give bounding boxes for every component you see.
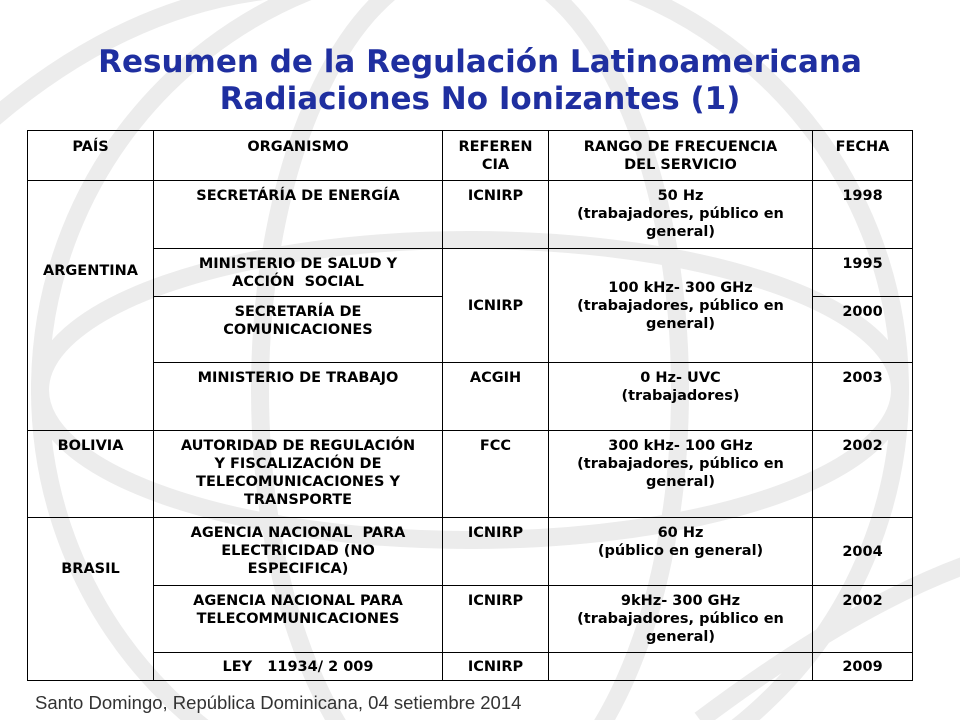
country-cell-brasil: BRASIL [28,518,154,681]
header-organismo: ORGANISMO [154,131,443,181]
referencia-cell: FCC [443,431,549,518]
organismo-cell: SECRETARÍA DE COMUNICACIONES [154,297,443,363]
regulation-table [27,130,913,681]
table-row [28,363,913,431]
title-line-1: Resumen de la Regulación Latinoamericana [98,44,862,80]
header-referencia: REFEREN CIA [443,131,549,181]
fecha-cell: 2002 [813,431,913,518]
organismo-cell: LEY 11934/ 2 009 [154,653,443,681]
fecha-cell: 1995 [813,249,913,297]
rango-cell: 300 kHz- 100 GHz (trabajadores, público en general) [549,431,813,518]
referencia-cell: ICNIRP [443,653,549,681]
referencia-cell: ICNIRP [443,249,549,363]
fecha-cell: 2002 [813,586,913,653]
table-row [28,586,913,653]
rango-cell: 100 kHz- 300 GHz (trabajadores, público en general) [549,249,813,363]
fecha-cell: 1998 [813,181,913,249]
fecha-cell: 2009 [813,653,913,681]
referencia-cell: ACGIH [443,363,549,431]
country-cell-bolivia: BOLIVIA [28,431,154,518]
rango-cell [549,653,813,681]
table-header-row [28,131,913,181]
table-row [28,249,913,297]
referencia-cell: ICNIRP [443,518,549,586]
referencia-cell: ICNIRP [443,181,549,249]
rango-cell: 60 Hz (público en general) [549,518,813,586]
organismo-cell: AGENCIA NACIONAL PARA ELECTRICIDAD (NO ESPECIFICA) [154,518,443,586]
header-fecha: FECHA [813,131,913,181]
title-line-2: Radiaciones No Ionizantes (1) [219,81,741,117]
rango-cell: 50 Hz (trabajadores, público en general) [549,181,813,249]
organismo-cell: MINISTERIO DE SALUD Y ACCIÓN SOCIAL [154,249,443,297]
header-rango: RANGO DE FRECUENCIA DEL SERVICIO [549,131,813,181]
organismo-cell: AUTORIDAD DE REGULACIÓN Y FISCALIZACIÓN DE TELECOMUNICACIONES Y TRANSPORTE [154,431,443,518]
rango-cell: 9kHz- 300 GHz (trabajadores, público en general) [549,586,813,653]
organismo-cell: MINISTERIO DE TRABAJO [154,363,443,431]
fecha-cell: 2003 [813,363,913,431]
table-row [28,181,913,249]
organismo-cell: SECRETÁRÍA DE ENERGÍA [154,181,443,249]
table-row [28,653,913,681]
header-pais: PAÍS [28,131,154,181]
table-row [28,518,913,586]
fecha-cell: 2004 [813,518,913,586]
referencia-cell: ICNIRP [443,586,549,653]
fecha-cell: 2000 [813,297,913,363]
rango-cell: 0 Hz- UVC (trabajadores) [549,363,813,431]
organismo-cell: AGENCIA NACIONAL PARA TELECOMMUNICACIONES [154,586,443,653]
slide-footer: Santo Domingo, República Dominicana, 04 setiembre 2014 [35,692,522,713]
slide-title [0,44,960,118]
country-cell-argentina: ARGENTINA [28,181,154,431]
table-row [28,431,913,518]
